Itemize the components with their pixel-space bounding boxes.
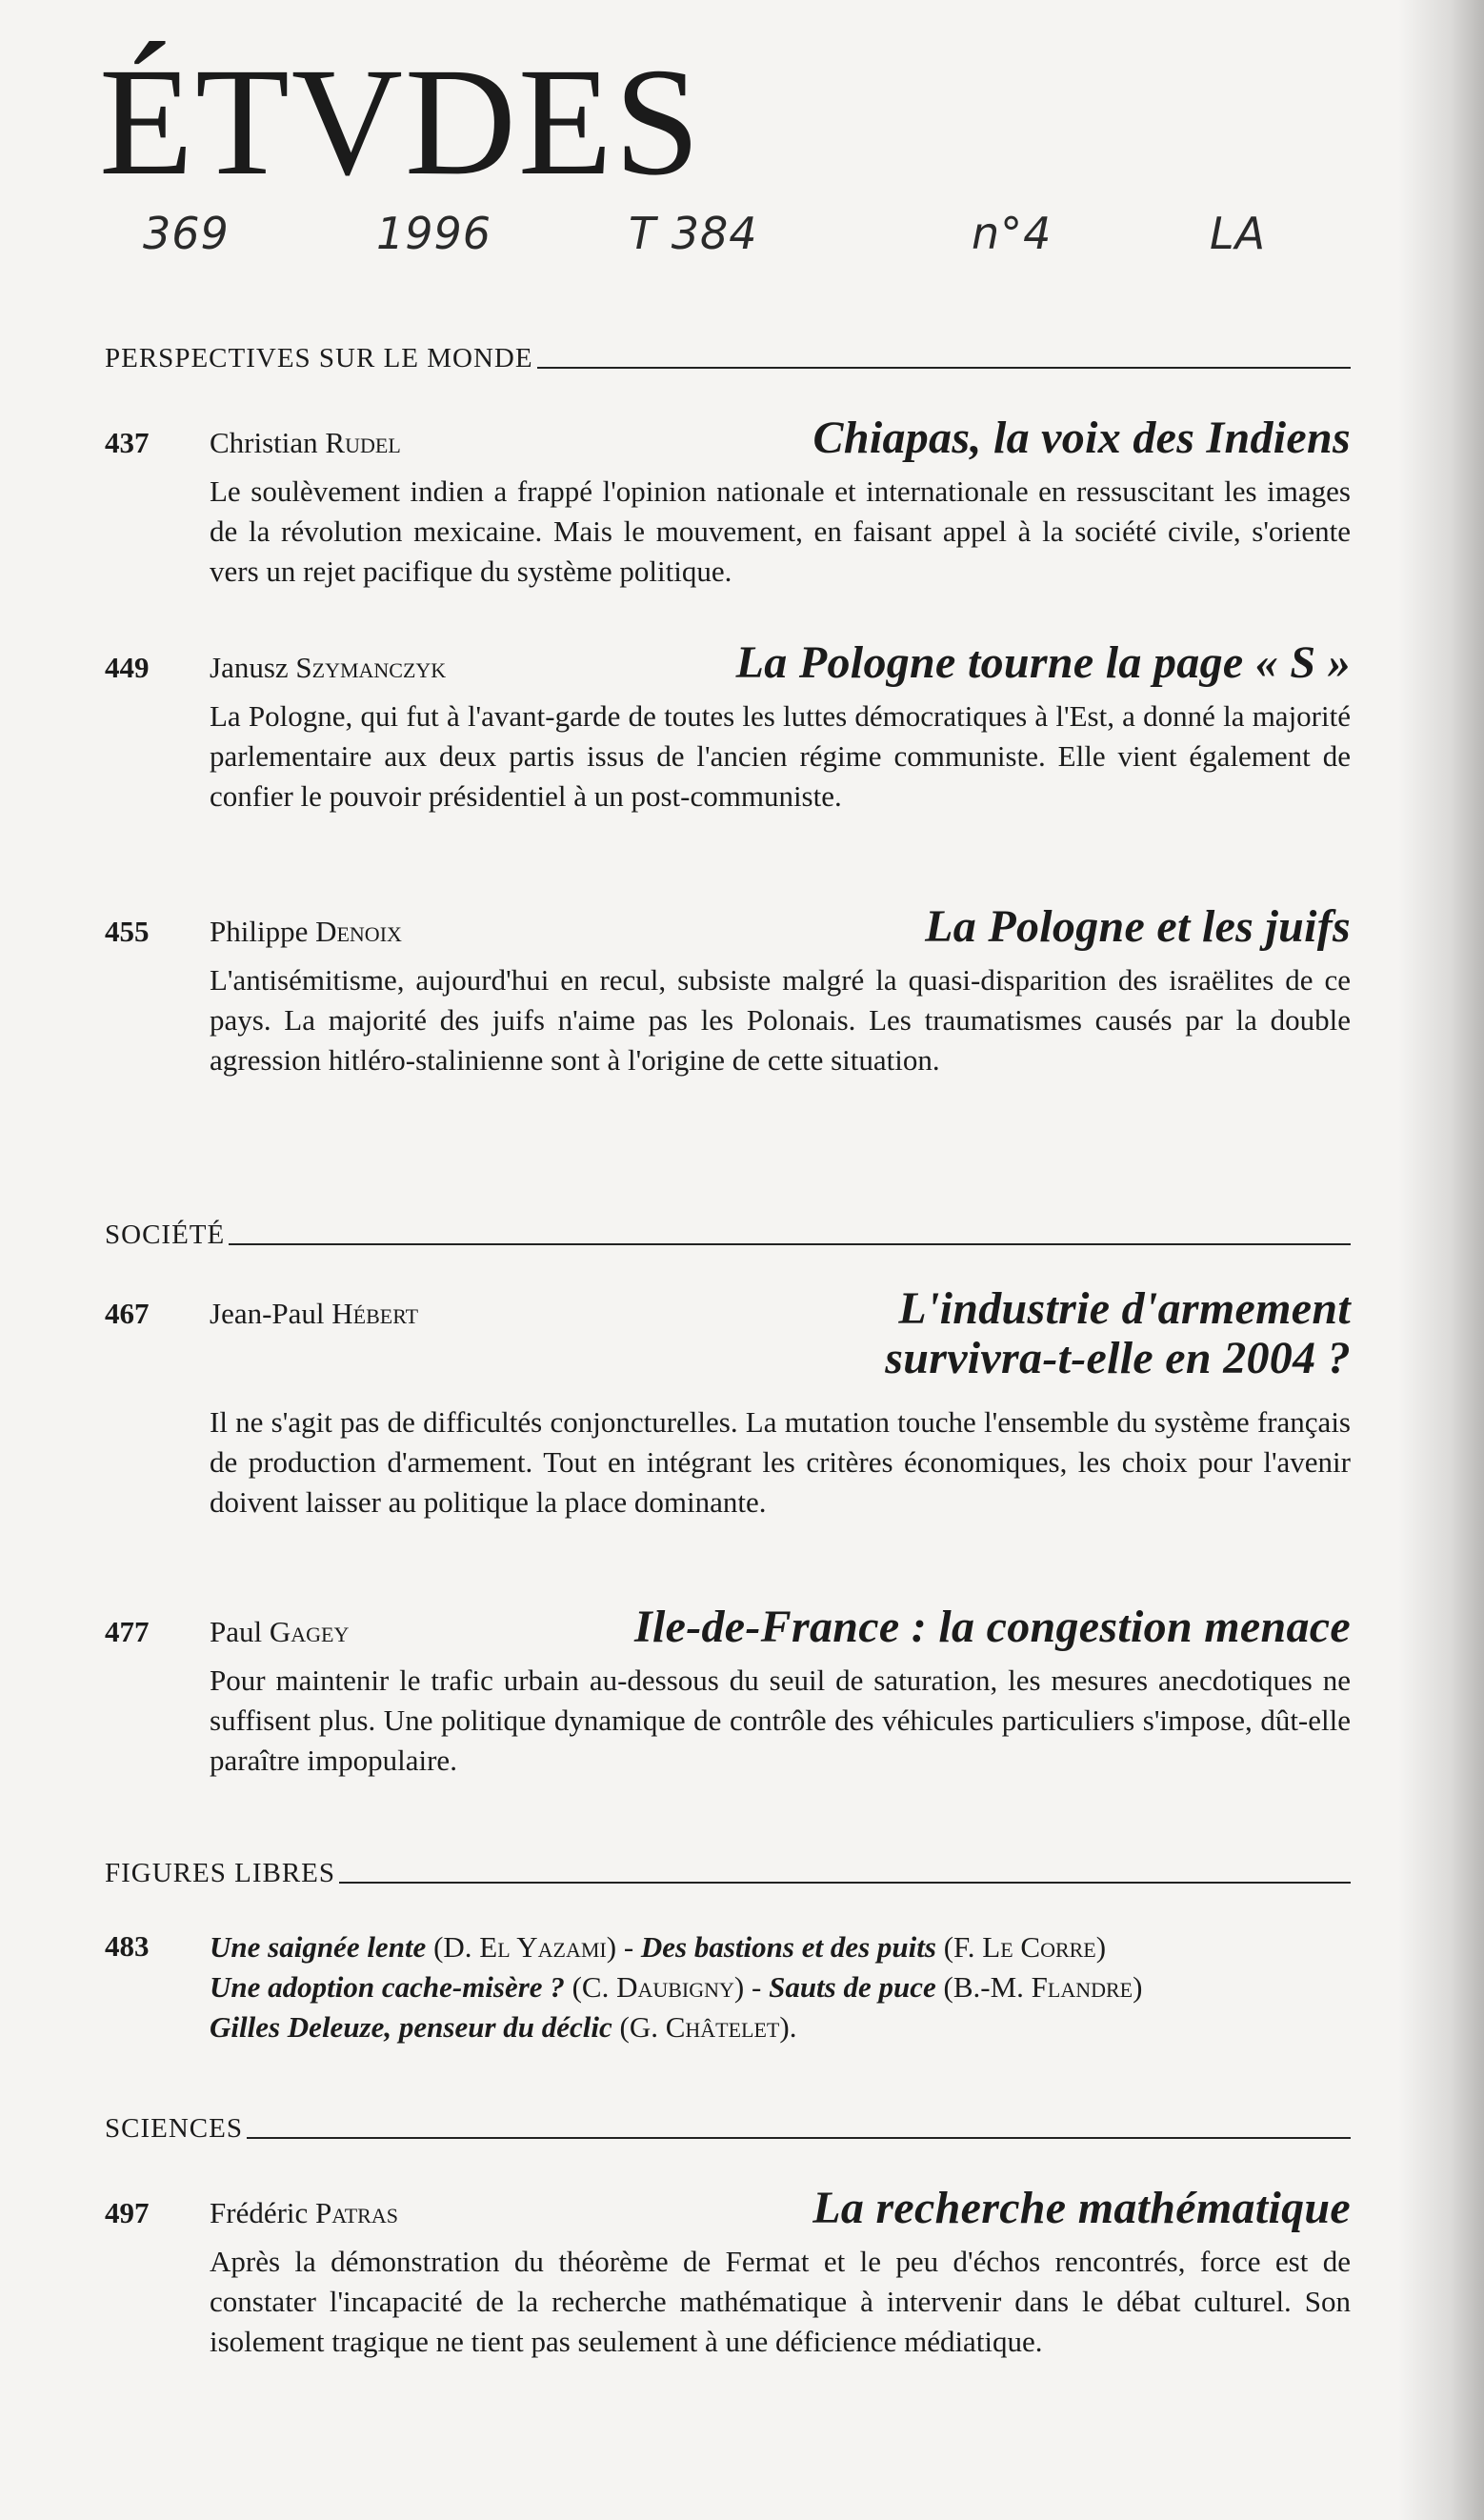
handwritten-note-tome: T 384: [629, 208, 758, 259]
section-label: FIGURES LIBRES: [105, 1858, 336, 1888]
author-name: Philippe Denoix: [210, 915, 402, 948]
page-number: 455: [105, 915, 150, 948]
article-entry: [105, 636, 1351, 816]
section-header-societe: [105, 1220, 1351, 1251]
section-header-perspectives: [105, 343, 1351, 374]
figure-author: D. El Yazami: [443, 1930, 607, 1964]
article-title: La Pologne et les juifs: [925, 901, 1351, 952]
figure-title: Une adoption cache-misère ?: [210, 1970, 565, 2004]
section-rule: [229, 1243, 1351, 1245]
section-label: PERSPECTIVES SUR LE MONDE: [105, 343, 533, 373]
figure-title: Des bastions et des puits: [640, 1930, 936, 1964]
article-title: Ile-de-France : la congestion menace: [633, 1602, 1351, 1652]
article-summary: Il ne s'agit pas de difficultés conjoncturelles. La mutation touche l'ensemble du système français de production d'armement. Tout en intégrant les critères économiques, les choix pour l'avenir doivent laisser au politique la place dominante.: [210, 1405, 1351, 1519]
page-edge-shadow: [1398, 0, 1484, 2520]
handwritten-note-volume: 369: [143, 208, 230, 259]
figure-author: C. Daubigny: [581, 1970, 734, 2004]
author-name: Frédéric Patras: [210, 2196, 398, 2229]
article-entry: [105, 412, 1351, 592]
author-name: Christian Rudel: [210, 426, 401, 459]
handwritten-note-number: n°4: [972, 208, 1053, 259]
journal-masthead: ÉTVDES: [99, 37, 702, 208]
handwritten-note-code: LA: [1210, 208, 1267, 259]
article-summary: L'antisémitisme, aujourd'hui en recul, subsiste malgré la quasi-disparition des israëlites de ce pays. La majorité des juifs n'aime pas les Polonais. Les traumatismes causés par la double agression hitléro-stalinienne sont à l'origine de cette situation.: [210, 963, 1351, 1077]
article-summary: Pour maintenir le trafic urbain au-dessous du seuil de saturation, les mesures anecdotiques ne suffisent plus. Une politique dynamique de contrôle des véhicules particuliers s'impose, dût-elle paraître impopulaire.: [210, 1663, 1351, 1777]
section-header-figures-libres: [105, 1858, 1351, 1889]
article-summary: Après la démonstration du théorème de Fermat et le peu d'échos rencontrés, force est de constater l'incapacité de la recherche mathématique à intervenir dans le débat culturel. Son isolement tragique ne tient pas seulement à une déficience médiatique.: [210, 2245, 1351, 2358]
article-title: La recherche mathématique: [812, 2183, 1351, 2233]
section-rule: [339, 1882, 1351, 1884]
page-number: 437: [105, 426, 150, 459]
article-summary: La Pologne, qui fut à l'avant-garde de toutes les luttes démocratiques à l'Est, a donné la majorité parlementaire aux deux partis issus de l'ancien régime communiste. Elle vient également de confier le pouvoir présidentiel à un post-communiste.: [210, 699, 1351, 813]
figures-libres-list: Une saignée lente (D. El Yazami) - Des bastions et des puits (F. Le Corre) Une adoption cache-misère ? (C. Daubigny) - Sauts de puce (B.-M. Flandre) Gilles Deleuze, penseur du déclic (G. Châtelet).: [210, 1930, 1143, 2044]
section-rule: [247, 2137, 1351, 2139]
author-name: Jean-Paul Hébert: [210, 1297, 419, 1330]
article-entry: [105, 900, 1351, 1080]
article-entry: [105, 2182, 1351, 2362]
figure-author: B.-M. Flandre: [953, 1970, 1133, 2004]
author-name: Janusz Szymanczyk: [210, 651, 447, 684]
handwritten-note-year: 1996: [376, 208, 492, 259]
section-header-sciences: [105, 2113, 1351, 2145]
figures-libres-entry: [105, 1929, 1351, 2047]
article-entry: [105, 1284, 1351, 1522]
page-number: 483: [105, 1929, 150, 1963]
page-number: 449: [105, 651, 150, 684]
article-title: L'industrie d'armement survivra-t-elle en 2004 ?: [885, 1283, 1351, 1383]
figure-title: Une saignée lente: [210, 1930, 427, 1964]
figure-author: G. Châtelet: [629, 2010, 780, 2044]
figure-title: Sauts de puce: [769, 1970, 936, 2004]
section-label: SOCIÉTÉ: [105, 1220, 226, 1250]
section-label: SCIENCES: [105, 2113, 243, 2144]
page-number: 467: [105, 1297, 150, 1330]
figure-author: F. Le Corre: [953, 1930, 1096, 1964]
article-title: La Pologne tourne la page « S »: [735, 637, 1351, 688]
figure-title: Gilles Deleuze, penseur du déclic: [210, 2010, 612, 2044]
section-rule: [537, 367, 1351, 369]
article-entry: [105, 1601, 1351, 1781]
article-summary: Le soulèvement indien a frappé l'opinion nationale et internationale en ressuscitant les images de la révolution mexicaine. Mais le mouvement, en faisant appel à la société civile, s'oriente vers un rejet pacifique du système politique.: [210, 474, 1351, 588]
author-name: Paul Gagey: [210, 1615, 350, 1648]
page-number: 477: [105, 1615, 150, 1648]
page-number: 497: [105, 2196, 150, 2229]
article-title: Chiapas, la voix des Indiens: [812, 413, 1351, 463]
